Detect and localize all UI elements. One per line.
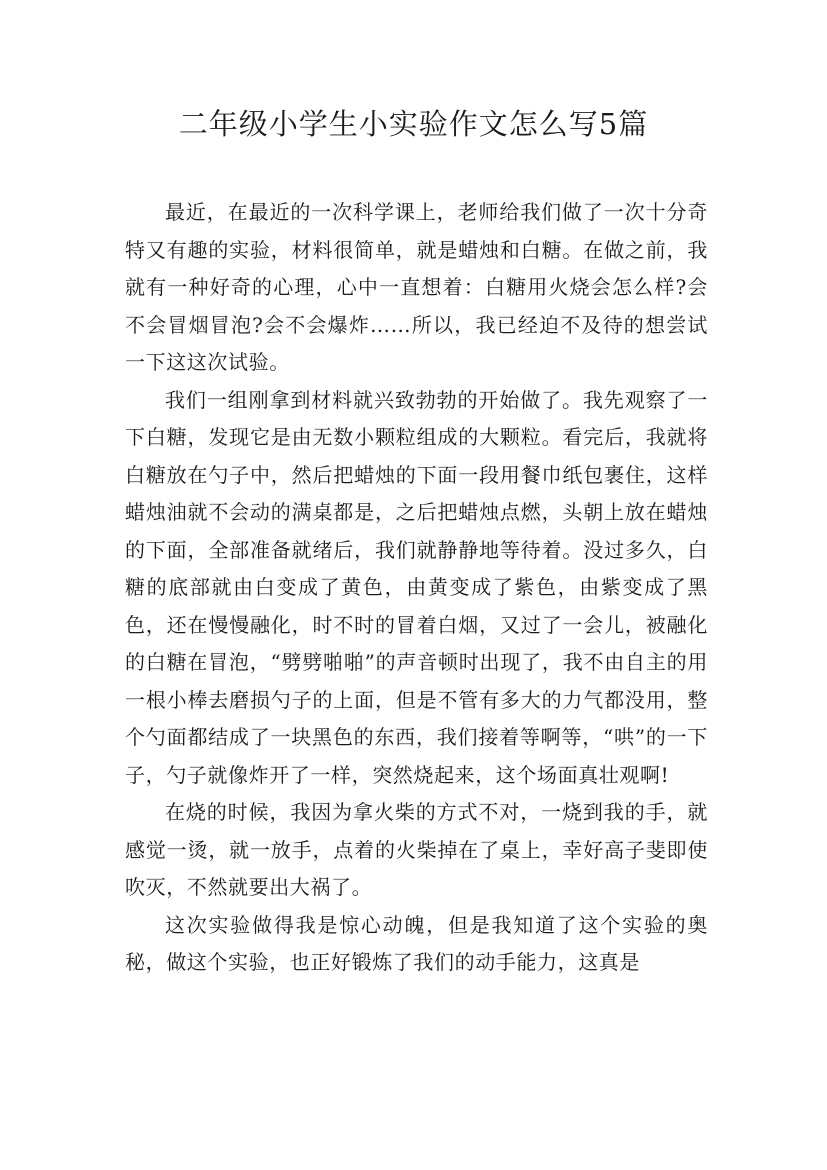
paragraph-2: 我们一组刚拿到材料就兴致勃勃的开始做了。我先观察了一下白糖，发现它是由无数小颗粒组成的大颗粒。看完后，我就将白糖放在勺子中，然后把蜡烛的下面一段用餐巾纸包裹住，这样蜡烛油就不会动的满桌都是，之后把蜡烛点燃，头朝上放在蜡烛的下面，全部准备就绪后，我们就静静地等待着。没过多久，白糖的底部就由白变成了黄色，由黄变成了紫色，由紫变成了黑色，还在慢慢融化，时不时的冒着白烟，又过了一会儿，被融化的白糖在冒泡，“劈劈啪啪”的声音顿时出现了，我不由自主的用一根小棒去磨损勺子的上面，但是不管有多大的力气都没用，整个勺面都结成了一块黑色的东西，我们接着等啊等，“哄”的一下子，勺子就像炸开了一样，突然烧起来，这个场面真壮观啊! (125, 387, 708, 787)
document-title: 二年级小学生小实验作文怎么写5篇 (178, 107, 649, 141)
paragraph-4: 这次实验做得我是惊心动魄，但是我知道了这个实验的奥秘，做这个实验，也正好锻炼了我们的动手能力，这真是 (125, 912, 708, 974)
paragraph-3: 在烧的时候，我因为拿火柴的方式不对，一烧到我的手，就感觉一烫，就一放手，点着的火柴掉在了桌上，幸好高子斐即使吹灭，不然就要出大祸了。 (125, 800, 708, 899)
document-body (125, 194, 708, 982)
paragraph-1: 最近，在最近的一次科学课上，老师给我们做了一次十分奇特又有趣的实验，材料很简单，就是蜡烛和白糖。在做之前，我就有一种好奇的心理，心中一直想着：白糖用火烧会怎么样?会不会冒烟冒泡?会不会爆炸……所以，我已经迫不及待的想尝试一下这这次试验。 (125, 200, 708, 374)
